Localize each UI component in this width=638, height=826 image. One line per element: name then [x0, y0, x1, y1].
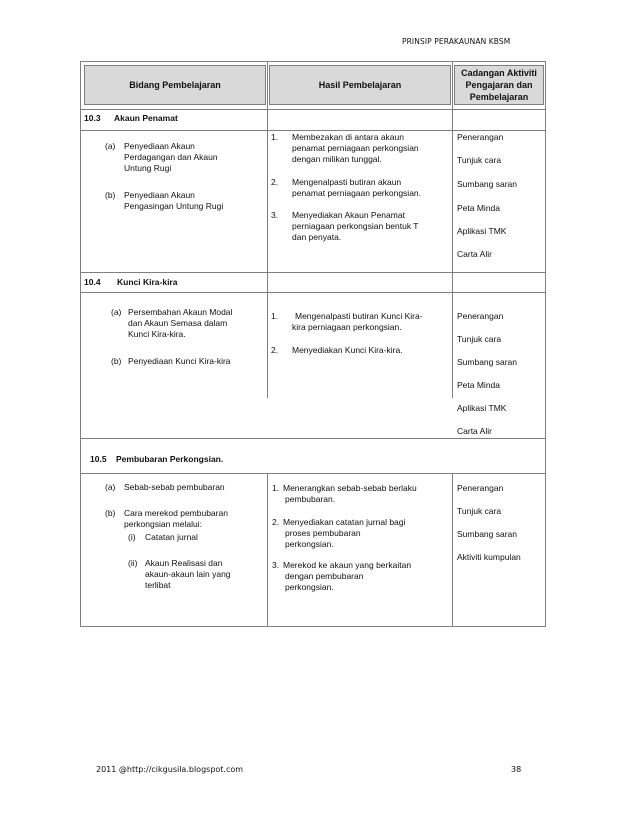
header-hasil: Hasil Pembelajaran — [269, 65, 451, 105]
outcome-text: Menyediakan Akaun Penamat — [292, 210, 405, 220]
outcome-text: Menerangkan sebab-sebab berlaku — [283, 483, 417, 493]
section-title: Pembubaran Perkongsian. — [116, 454, 224, 464]
page-header: PRINSIP PERAKAUNAN KBSM — [402, 37, 511, 46]
item-text: Persembahan Akaun Modal — [128, 307, 233, 317]
item-marker: (a) — [105, 141, 116, 151]
item-text: Cara merekod pembubaran — [124, 508, 228, 518]
activity-item: Tunjuk cara — [457, 334, 502, 344]
header-cadangan-line-3: Pembelajaran — [469, 92, 529, 102]
subitem-text: terlibat — [145, 580, 171, 590]
subitem-text: akaun-akaun lain yang — [145, 569, 231, 579]
header-cadangan — [454, 65, 544, 105]
outcome-number: 3. — [272, 560, 280, 570]
column-divider — [267, 473, 268, 627]
section-number: 10.4 — [84, 277, 101, 287]
outcome-text: Mengenalpasti butiran Kunci Kira- — [295, 311, 423, 321]
item-text: Perdagangan dan Akaun — [124, 152, 218, 162]
footer-source: 2011 @http://cikgusila.blogspot.com — [96, 765, 244, 774]
outcome-text: Merekod ke akaun yang berkaitan — [283, 560, 412, 570]
outcome-text: kira perniagaan perkongsian. — [292, 322, 402, 332]
section-title: Kunci Kira-kira — [117, 277, 178, 287]
row-divider — [81, 130, 545, 131]
outcome-number: 3. — [271, 210, 279, 220]
item-text: Pengasingan Untung Rugi — [124, 201, 224, 211]
row-divider — [81, 292, 545, 293]
activity-item: Aplikasi TMK — [457, 226, 507, 236]
header-cadangan-line-2: Pengajaran dan — [465, 80, 533, 90]
section-title: Akaun Penamat — [114, 113, 178, 123]
subitem-marker: (i) — [128, 532, 136, 542]
activity-item: Tunjuk cara — [457, 506, 502, 516]
subitem-text: Catatan jurnal — [145, 532, 198, 542]
column-divider — [452, 473, 453, 627]
outcome-number: 2. — [271, 177, 279, 187]
outcome-text: dengan milikan tunggal. — [292, 154, 382, 164]
section-number: 10.3 — [84, 113, 101, 123]
outcome-text: Menyediakan Kunci Kira-kira. — [292, 345, 403, 355]
item-marker: (b) — [111, 356, 122, 366]
outcome-text: proses pembubaran — [285, 528, 361, 538]
syllabus-table — [80, 61, 546, 627]
item-text: Kunci Kira-kira. — [128, 329, 186, 339]
activity-item: Tunjuk cara — [457, 155, 502, 165]
outcome-number: 1. — [272, 483, 280, 493]
row-divider — [81, 473, 545, 474]
outcome-text: penamat perniagaan perkongsian — [292, 143, 419, 153]
outcome-number: 2. — [271, 345, 279, 355]
column-divider — [267, 62, 268, 398]
outcome-text: dan penyata. — [292, 232, 342, 242]
activity-item: Sumbang saran — [457, 179, 518, 189]
page-number: 38 — [511, 765, 522, 774]
item-text: perkongsian melalui: — [124, 519, 202, 529]
activity-item: Aplikasi TMK — [457, 403, 507, 413]
subitem-marker: (ii) — [128, 558, 138, 568]
row-divider — [81, 272, 545, 273]
outcome-text: dengan pembubaran — [285, 571, 364, 581]
outcome-number: 1. — [271, 132, 279, 142]
item-marker: (a) — [111, 307, 122, 317]
activity-item: Peta Minda — [457, 380, 500, 390]
item-marker: (b) — [105, 508, 116, 518]
outcome-text: penamat perniagaan perkongsian. — [292, 188, 422, 198]
outcome-text: pembubaran. — [285, 494, 336, 504]
table-header-row — [81, 62, 545, 110]
item-text: dan Akaun Semasa dalam — [128, 318, 228, 328]
activity-item: Carta Alir — [457, 249, 492, 259]
outcome-text: Menyediakan catatan jurnal bagi — [283, 517, 406, 527]
header-bidang: Bidang Pembelajaran — [84, 65, 266, 105]
item-marker: (a) — [105, 482, 116, 492]
activity-item: Sumbang saran — [457, 529, 518, 539]
item-text: Penyediaan Akaun — [124, 141, 195, 151]
item-text: Penyediaan Akaun — [124, 190, 195, 200]
outcome-text: perniagaan perkongsian bentuk T — [292, 221, 419, 231]
outcome-text: Mengenalpasti butiran akaun — [292, 177, 402, 187]
subitem-text: Akaun Realisasi dan — [145, 558, 223, 568]
activity-item: Penerangan — [457, 132, 504, 142]
item-marker: (b) — [105, 190, 116, 200]
activity-item: Aktiviti kumpulan — [457, 552, 521, 562]
outcome-text: perkongsian. — [285, 539, 334, 549]
outcome-number: 2. — [272, 517, 280, 527]
item-text: Penyediaan Kunci Kira-kira — [128, 356, 231, 366]
activity-item: Carta Alir — [457, 426, 492, 436]
outcome-number: 1. — [271, 311, 279, 321]
header-cadangan-line-1: Cadangan Aktiviti — [461, 68, 537, 78]
activity-item: Penerangan — [457, 483, 504, 493]
outcome-text: perkongsian. — [285, 582, 334, 592]
row-divider — [81, 438, 545, 439]
item-text: Sebab-sebab pembubaran — [124, 482, 225, 492]
activity-item: Sumbang saran — [457, 357, 518, 367]
column-divider — [452, 62, 453, 398]
section-number: 10.5 — [90, 454, 107, 464]
outcome-text: Membezakan di antara akaun — [292, 132, 404, 142]
activity-item: Peta Minda — [457, 203, 500, 213]
item-text: Untung Rugi — [124, 163, 172, 173]
activity-item: Penerangan — [457, 311, 504, 321]
